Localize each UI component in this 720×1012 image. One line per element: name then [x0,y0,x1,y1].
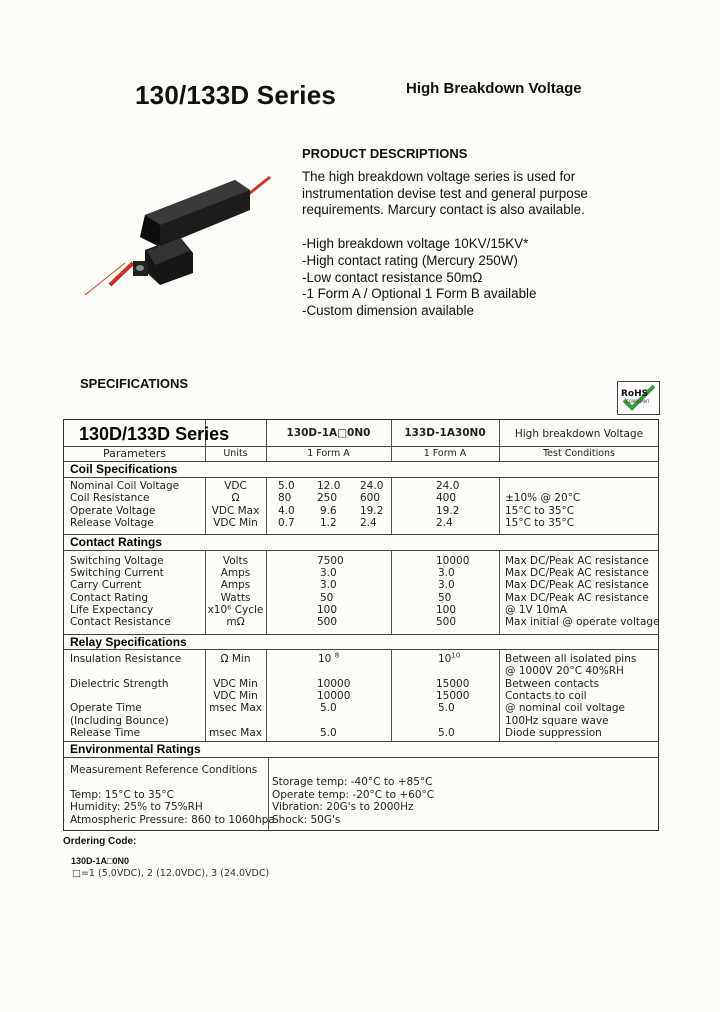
feature-item: -High breakdown voltage 10KV/15KV* [302,236,529,251]
feature-item: -High contact rating (Mercury 250W) [302,252,518,268]
column-header-test-conditions: Test Conditions [542,448,615,459]
table-cell: 4.0 [278,505,295,517]
table-cell: 250 [317,492,338,504]
table-cell: 1.2 [320,517,337,529]
table-cell: Humidity: 25% to 75%RH [70,801,203,813]
table-cell: Storage temp: -40°C to +85°C [272,776,433,788]
table-cell: 9.6 [320,505,337,517]
table-cell: VDC Min [213,678,258,690]
table-cell: Max initial @ operate voltage [505,616,660,628]
feature-item: -1 Form A / Optional 1 Form B available [302,286,537,302]
table-cell: Max DC/Peak AC resistance [505,579,649,591]
table-cell: @ 1V 10mA [505,604,567,616]
table-cell: Carry Current [70,579,142,591]
table-cell: 100 [436,604,457,616]
table-cell: VDC Min [213,517,258,529]
table-cell: Max DC/Peak AC resistance [505,555,649,567]
table-cell: 10000 [317,690,351,702]
section-title-environmental: Environmental Ratings [70,742,201,756]
table-cell: Dielectric Strength [70,678,169,690]
rohs-label: RoHS [621,389,649,399]
table-cell [438,653,460,665]
table-cell: Contact Resistance [70,616,171,628]
table-cell: 50 [438,592,452,604]
table-cell: 400 [436,492,457,504]
table-cell: 10000 [436,555,470,567]
table-cell: 5.0 [278,480,295,492]
table-cell: 600 [360,492,381,504]
table-cell: Volts [222,555,249,567]
table-cell: Ω Min [220,653,251,665]
table-cell: Max DC/Peak AC resistance [505,567,649,579]
table-cell: 3.0 [438,567,455,579]
ordering-heading: Ordering Code: [63,836,137,847]
column-header-form-130d: 1 Form A [307,448,350,459]
rohs-sub-label: COMPLIANT [626,399,650,404]
table-cell: 100 [317,604,338,616]
column-header-form-133d: 1 Form A [423,448,467,459]
column-header-units: Units [223,448,248,459]
table-cell: VDC [224,480,247,492]
table-cell: 15°C to 35°C [505,517,575,529]
section-title-coil: Coil Specifications [70,462,178,476]
table-cell: 2.4 [360,517,377,529]
table-cell: Ω [231,492,240,504]
table-cell: 5.0 [438,727,455,739]
feature-list [302,236,536,320]
table-cell: Max DC/Peak AC resistance [505,592,649,604]
feature-item: -Custom dimension available [302,303,474,319]
table-cell: 500 [317,616,338,628]
table-cell: 5.0 [320,727,337,739]
table-cell: 50 [320,592,334,604]
table-cell: 12.0 [317,480,341,492]
model-header-130d: 130D-1A□0N0 [286,427,371,439]
table-cell: Switching Voltage [70,555,164,567]
description-line: instrumentation devise test and general purpose [302,185,588,201]
specifications-heading: SPECIFICATIONS [80,376,189,391]
table-cell: 10 [451,651,461,660]
table-cell: Vibration: 20G's to 2000Hz [272,801,414,813]
table-cell: 500 [436,616,457,628]
table-cell: 19.2 [436,505,460,517]
table-cell: Temp: 15°C to 35°C [70,789,174,801]
table-cell: Switching Current [70,567,164,579]
product-description [302,169,622,219]
specifications-table [63,419,659,831]
table-cell: 15000 [436,678,470,690]
table-cell: 10 [438,653,452,665]
table-cell: Nominal Coil Voltage [70,480,180,492]
table-cell: 10 [318,653,332,665]
rohs-badge [617,381,660,415]
table-cell: msec Max [209,727,262,739]
description-heading: PRODUCT DESCRIPTIONS [302,146,468,161]
table-cell: 0.7 [278,517,295,529]
table-cell: ±10% @ 20°C [505,492,581,504]
table-cell: Atmospheric Pressure: 860 to 1060hpa [70,814,275,826]
page-subtitle: High Breakdown Voltage [406,80,582,97]
table-cell: 3.0 [438,579,455,591]
table-title: 130D/133D Series [79,424,230,444]
table-cell: 19.2 [360,505,384,517]
table-cell: Life Expectancy [70,604,154,616]
model-header-description: High breakdown Voltage [514,428,644,440]
section-title-relay: Relay Specifications [70,635,187,649]
table-cell: Release Voltage [70,517,154,529]
table-cell: Between contacts [505,678,600,690]
table-cell: 3.0 [320,579,337,591]
column-header-parameters: Parameters [103,447,166,460]
table-cell: (Including Bounce) [70,715,169,727]
table-cell: 5.0 [320,702,337,714]
table-cell: 24.0 [436,480,460,492]
table-cell: 10000 [317,678,351,690]
table-cell: Contacts to coil [505,690,587,702]
table-cell: @ nominal coil voltage [505,702,626,714]
ordering-code: 130D-1A□0N0 [71,856,129,866]
table-cell: VDC Min [213,690,258,702]
table-cell: @ 1000V 20°C 40%RH [505,665,624,677]
page-title: 130/133D Series [135,80,337,110]
table-cell: 100Hz square wave [505,715,609,727]
table-cell: Coil Resistance [70,492,150,504]
table-cell: Shock: 50G's [272,814,341,826]
table-cell: Operate temp: -20°C to +60°C [272,789,435,801]
table-cell: x10⁶ Cycle [207,604,264,616]
table-cell: Operate Voltage [70,505,156,517]
description-line: requirements. Marcury contact is also available. [302,202,585,217]
relay-product-image [85,175,280,305]
table-cell: 5.0 [438,702,455,714]
table-cell: Measurement Reference Conditions [70,764,258,776]
table-cell: 15000 [436,690,470,702]
model-header-133d: 133D-1A30N0 [404,427,486,439]
table-cell: Amps [220,579,251,591]
table-cell: 7500 [317,555,344,567]
feature-item: -Low contact resistance 50mΩ [302,269,483,285]
table-cell: 24.0 [360,480,384,492]
table-cell: Watts [220,592,251,604]
table-cell [318,653,339,665]
table-cell: 15°C to 35°C [505,505,575,517]
table-cell: mΩ [226,616,245,628]
table-cell: 3.0 [320,567,337,579]
table-cell: Operate Time [70,702,142,714]
table-cell: 8 [334,651,340,660]
table-cell: Amps [220,567,251,579]
table-cell: Diode suppression [505,727,602,739]
table-cell: Insulation Resistance [70,653,182,665]
table-cell: 2.4 [436,517,453,529]
section-title-contact: Contact Ratings [70,535,163,549]
table-cell: 80 [278,492,292,504]
table-cell: Release Time [70,727,141,739]
ordering-options: □=1 (5.0VDC), 2 (12.0VDC), 3 (24.0VDC) [72,868,270,879]
table-cell: VDC Max [211,505,260,517]
table-cell: msec Max [209,702,262,714]
table-cell: Between all isolated pins [505,653,637,665]
table-cell: Contact Rating [70,592,149,604]
description-line: The high breakdown voltage series is used for [302,169,576,184]
